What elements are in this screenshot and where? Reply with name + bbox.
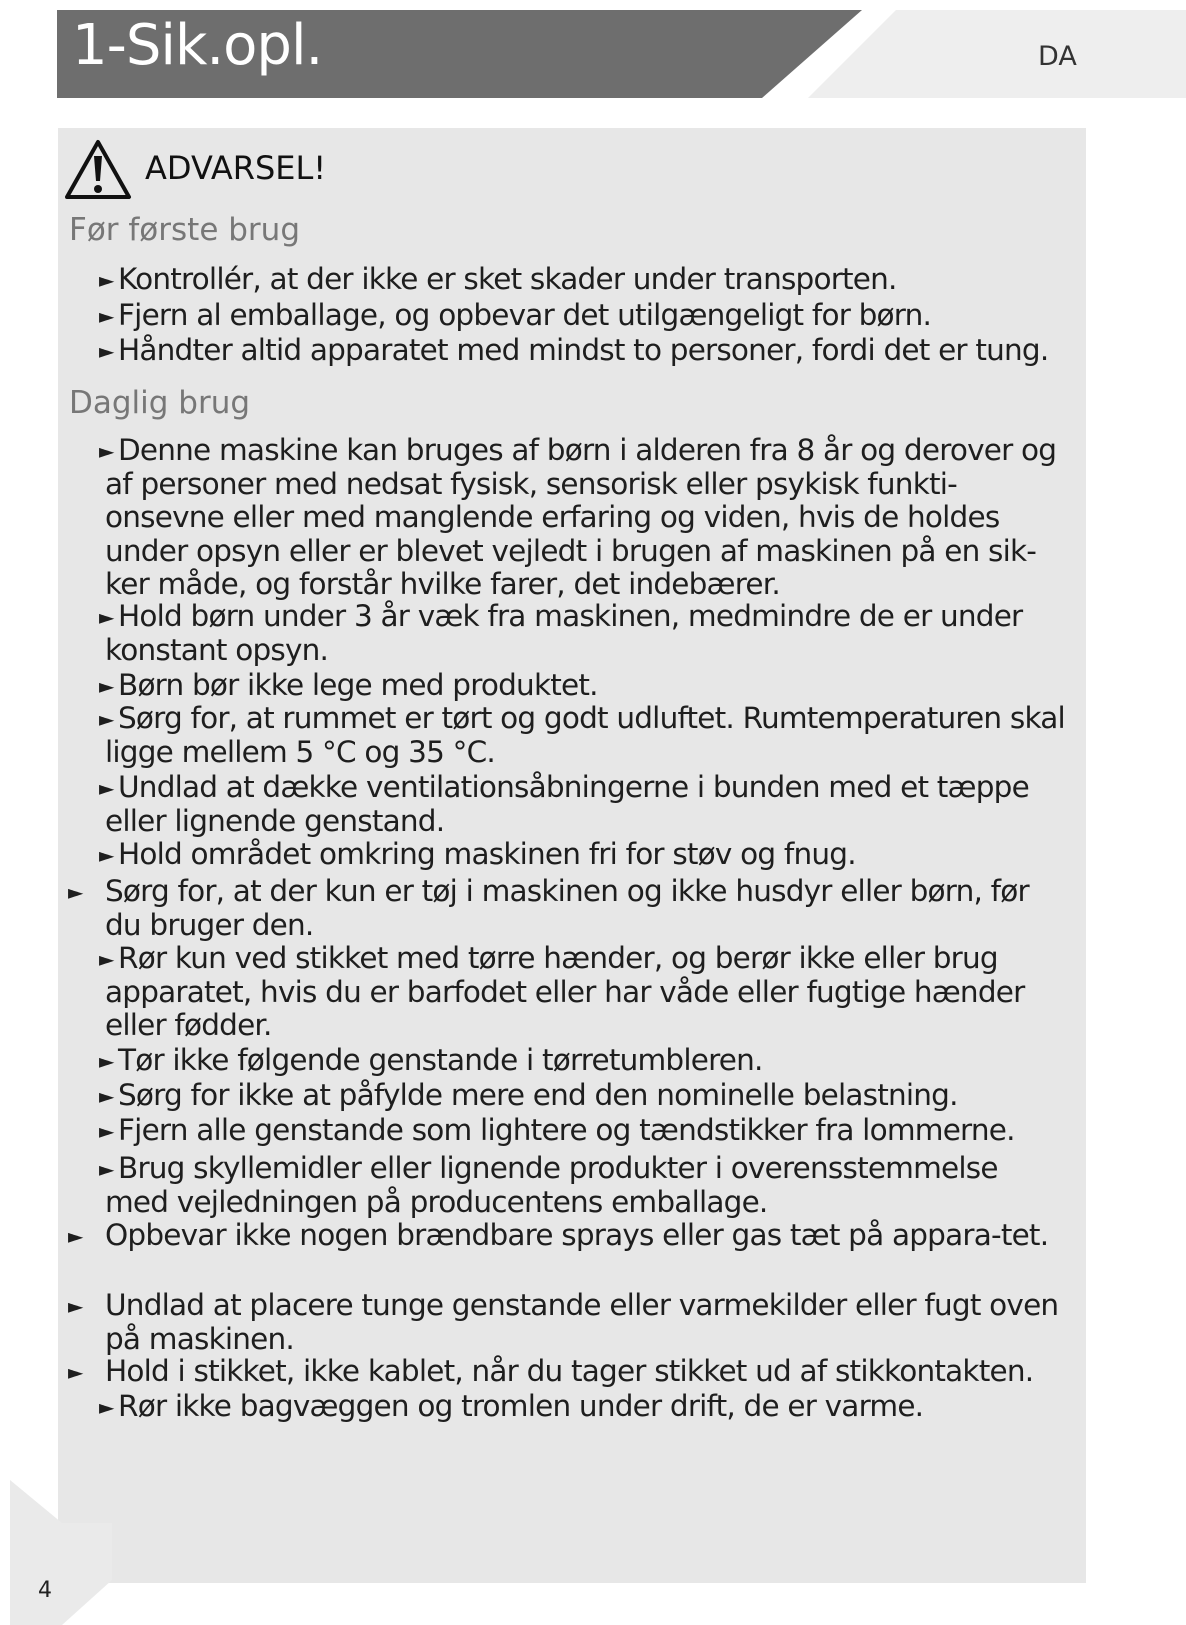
list-item: ► Børn bør ikke lege med produktet. [99,668,598,702]
warning-heading: ADVARSEL! [145,149,327,187]
bullet-arrow-icon: ► [68,1294,84,1318]
bullet-arrow-icon: ► [99,605,115,629]
list-item: ► Fjern al emballage, og opbevar det utilgængeligt for børn. [99,298,932,332]
list-item: ► Undlad at placere tunge genstande eller varmekilder eller fugt oven på maskinen. [68,1288,1059,1356]
list-item: ► Fjern alle genstande som lightere og tændstikker fra lommerne. [99,1113,1015,1147]
bullet-arrow-icon: ► [99,1119,115,1143]
list-item: ► Hold området omkring maskinen fri for støv og fnug. [99,837,856,871]
bullet-arrow-icon: ► [99,776,115,800]
section-title-daily-use: Daglig brug [69,385,251,421]
page-number: 4 [38,1578,52,1603]
list-item: ► Håndter altid apparatet med mindst to personer, fordi det er tung. [99,333,1049,367]
bullet-arrow-icon: ► [99,1049,115,1073]
list-item: ► Rør kun ved stikket med tørre hænder, og berør ikke eller brug apparatet, hvis du er barfodet eller har våde eller fugtige hænder eller fødder. [99,941,1025,1042]
bullet-arrow-icon: ► [68,880,84,904]
warning-triangle-icon [63,138,133,202]
bullet-arrow-icon: ► [99,1157,115,1181]
list-item: ► Hold børn under 3 år væk fra maskinen, medmindre de er under konstant opsyn. [99,599,1023,667]
bullet-arrow-icon: ► [99,674,115,698]
bullet-arrow-icon: ► [99,843,115,867]
bullet-arrow-icon: ► [99,947,115,971]
list-item: ► Denne maskine kan bruges af børn i alderen fra 8 år og derover og af personer med nedsat fysisk, sensorisk eller psykisk funkti-onsevne eller med manglende erfaring og viden, hvis de holdes under opsyn eller er blevet vejledt i brugen af maskinen på en sik-ker måde, og forstår hvilke farer, det indebærer. [99,433,1057,601]
bullet-arrow-icon: ► [99,1084,115,1108]
bullet-arrow-icon: ► [99,439,115,463]
list-item: ► Tør ikke følgende genstande i tørretumbleren. [99,1043,763,1077]
bullet-arrow-icon: ► [68,1360,84,1384]
list-item: ► Sørg for, at der kun er tøj i maskinen og ikke husdyr eller børn, før du bruger den. [68,874,1029,942]
list-item: ► Sørg for ikke at påfylde mere end den nominelle belastning. [99,1078,958,1112]
list-item: ► Opbevar ikke nogen brændbare sprays eller gas tæt på appara-tet. [68,1218,1049,1252]
list-item: ► Sørg for, at rummet er tørt og godt udluftet. Rumtemperaturen skal ligge mellem 5 °C og 35 °C. [99,701,1065,769]
bullet-arrow-icon: ► [99,1395,115,1419]
bullet-arrow-icon: ► [99,268,115,292]
bullet-arrow-icon: ► [68,1224,84,1248]
list-item: ► Undlad at dække ventilationsåbningerne i bunden med et tæppe eller lignende genstand. [99,770,1029,838]
chapter-title: 1-Sik.opl. [72,13,323,78]
header-light-tab [808,10,1186,98]
language-code: DA [1038,41,1077,72]
list-item: ► Kontrollér, at der ikke er sket skader under transporten. [99,262,897,296]
page-corner-decoration [0,1480,120,1625]
list-item: ► Hold i stikket, ikke kablet, når du tager stikket ud af stikkontakten. [68,1354,1034,1388]
bullet-arrow-icon: ► [99,304,115,328]
bullet-arrow-icon: ► [99,339,115,363]
list-item: ► Brug skyllemidler eller lignende produkter i overensstemmelse med vejledningen på producentens emballage. [99,1151,998,1219]
bullet-arrow-icon: ► [99,707,115,731]
list-item: ► Rør ikke bagvæggen og tromlen under drift, de er varme. [99,1389,924,1423]
section-title-before-first-use: Før første brug [69,212,301,248]
